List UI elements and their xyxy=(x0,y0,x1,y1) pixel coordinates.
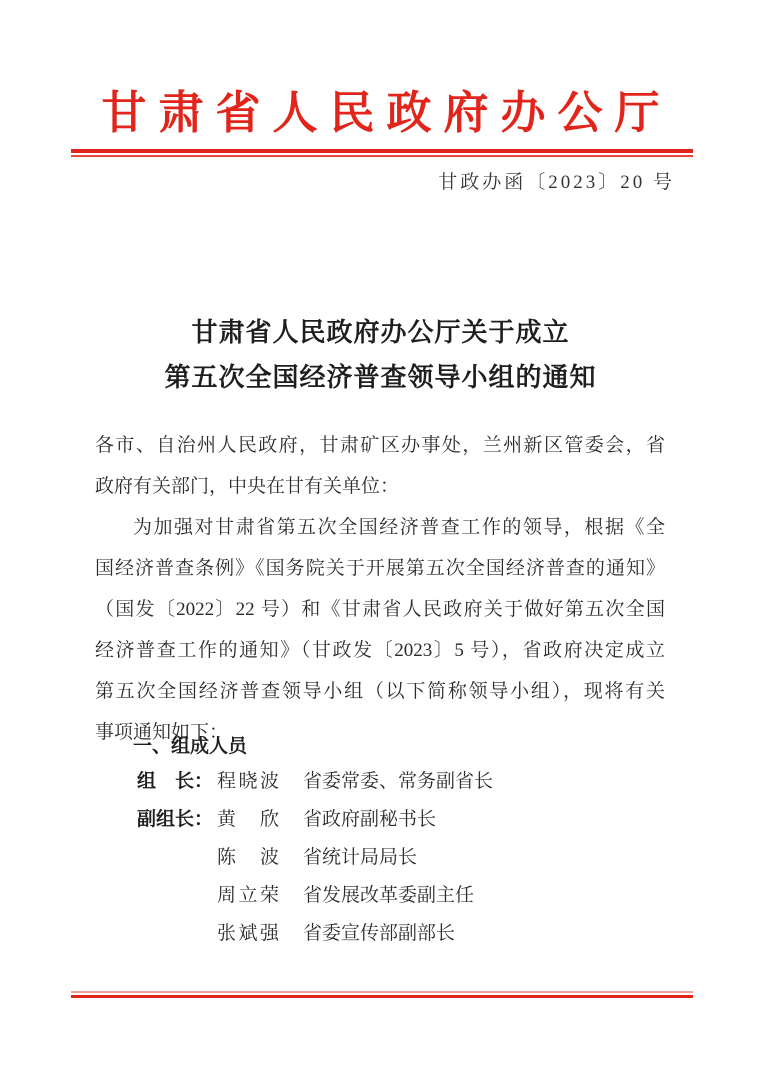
member-name: 周立荣 xyxy=(217,885,279,906)
member-role-label: 组 长： xyxy=(137,771,214,792)
member-title: 省政府副秘书长 xyxy=(303,809,437,830)
member-row xyxy=(95,839,665,877)
member-title: 省发展改革委副主任 xyxy=(303,885,475,906)
member-title: 省委宣传部副部长 xyxy=(303,923,456,944)
paragraph-line: 事项通知如下： xyxy=(95,722,229,743)
rule-thick-bar xyxy=(71,995,693,998)
paragraph-line: 为加强对甘肃省第五次全国经济普查工作的领导，根据《全 xyxy=(133,517,665,538)
letterhead-double-rule xyxy=(71,149,693,157)
member-row xyxy=(95,915,665,953)
member-role-label xyxy=(137,915,213,953)
member-title: 省委常委、常务副省长 xyxy=(303,771,494,792)
member-row xyxy=(95,801,665,839)
salutation-line: 各市、自治州人民政府，甘肃矿区办事处，兰州新区管委会，省 xyxy=(95,435,665,456)
section-heading-members: 一、组成人员 xyxy=(133,736,248,757)
paragraph-line: 第五次全国经济普查领导小组（以下简称领导小组），现将有关 xyxy=(95,681,665,702)
member-title: 省统计局局长 xyxy=(303,847,418,868)
document-title-line-1: 甘肃省人民政府办公厅关于成立 xyxy=(191,318,570,347)
member-name: 黄 欣 xyxy=(217,809,279,830)
footer-double-rule xyxy=(71,991,693,998)
member-name: 程晓波 xyxy=(217,771,279,792)
member-row xyxy=(95,877,665,915)
member-name: 张斌强 xyxy=(217,923,279,944)
paragraph-line: （国发〔2022〕22 号）和《甘肃省人民政府关于做好第五次全国 xyxy=(95,599,665,620)
member-row xyxy=(95,763,665,801)
member-name: 陈 波 xyxy=(217,847,279,868)
document-title-line-2: 第五次全国经济普查领导小组的通知 xyxy=(164,363,597,392)
paragraph-line: 国经济普查条例》《国务院关于开展第五次全国经济普查的通知》 xyxy=(95,558,665,579)
rule-thin-bar xyxy=(71,155,693,157)
leadership-roster xyxy=(95,763,665,953)
member-role-label xyxy=(137,839,213,877)
letterhead-agency-name: 甘肃省人民政府办公厅 xyxy=(101,88,672,138)
document-number: 甘政办函〔2023〕20 号 xyxy=(438,172,675,193)
member-role-label: 副组长： xyxy=(137,809,214,830)
member-role-label xyxy=(137,877,213,915)
document-title xyxy=(0,310,761,400)
salutation-line: 政府有关部门，中央在甘有关单位： xyxy=(95,476,400,497)
document-body xyxy=(95,425,665,753)
paragraph-line: 经济普查工作的通知》（甘政发〔2023〕5 号），省政府决定成立 xyxy=(95,640,665,661)
